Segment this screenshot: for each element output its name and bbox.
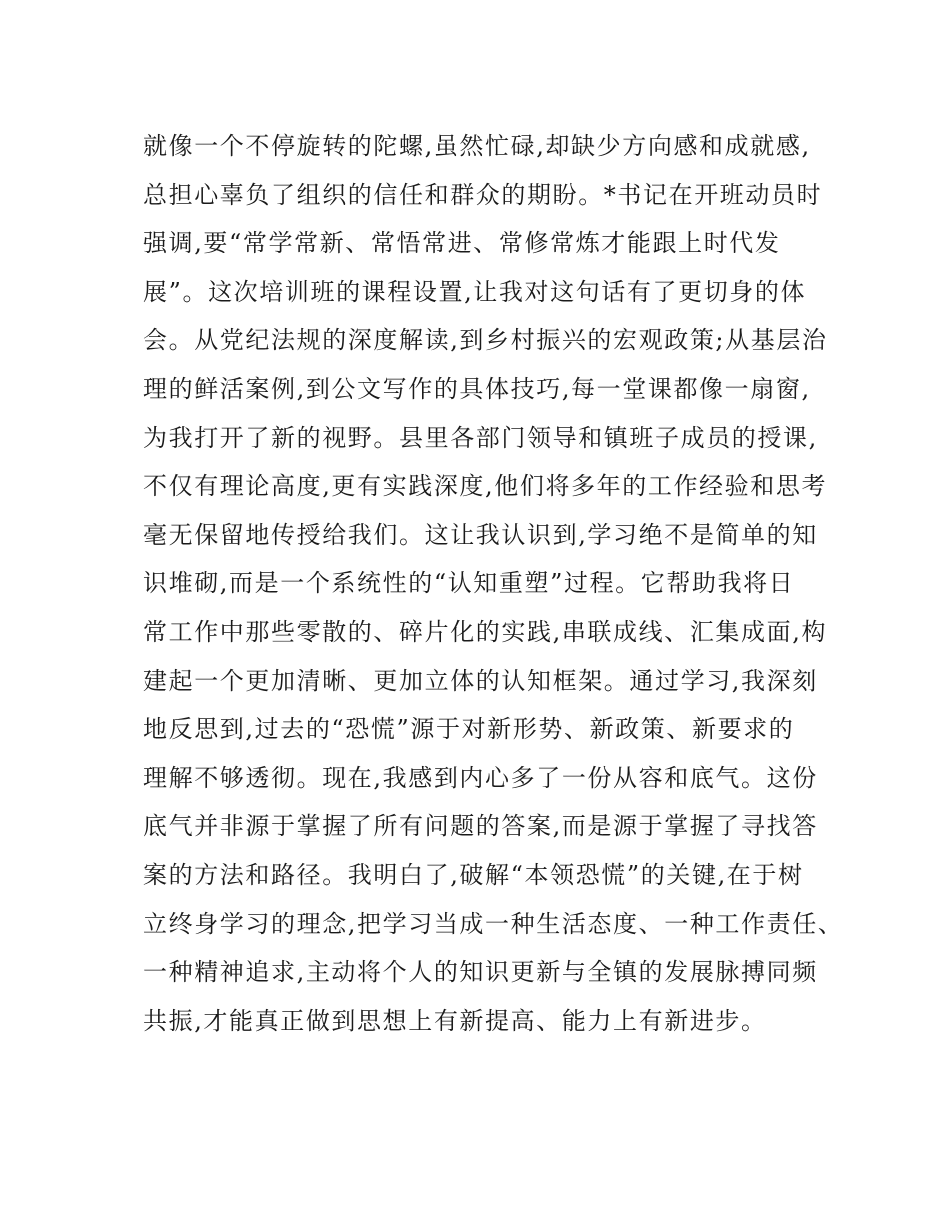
text-line: 展”。这次培训班的课程设置,让我对这句话有了更切身的体 <box>143 277 807 306</box>
text-line: 案的方法和路径。我明白了,破解“本领恐慌”的关键,在于树 <box>143 860 804 889</box>
text-line: 常工作中那些零散的、碎片化的实践,串联成线、汇集成面,构 <box>143 617 828 646</box>
text-line: 理解不够透彻。现在,我感到内心多了一份从容和底气。这份 <box>143 763 818 792</box>
text-line: 一种精神追求,主动将个人的知识更新与全镇的发展脉搏同频 <box>143 958 818 987</box>
text-line: 毫无保留地传授给我们。这让我认识到,学习绝不是简单的知 <box>143 520 818 549</box>
text-line: 总担心辜负了组织的信任和群众的期盼。*书记在开班动员时 <box>143 180 823 209</box>
text-line: 立终身学习的理念,把学习当成一种生活态度、一种工作责任、 <box>143 909 844 938</box>
text-line: 识堆砌,而是一个系统性的“认知重塑”过程。它帮助我将日 <box>143 569 795 598</box>
text-line: 不仅有理论高度,更有实践深度,他们将多年的工作经验和思考 <box>143 472 828 501</box>
text-line: 地反思到,过去的“恐慌”源于对新形势、新政策、新要求的 <box>143 715 795 744</box>
text-line: 会。从党纪法规的深度解读,到乡村振兴的宏观政策;从基层治 <box>143 326 828 355</box>
text-line: 共振,才能真正做到思想上有新提高、能力上有新进步。 <box>143 1006 767 1035</box>
text-line: 为我打开了新的视野。县里各部门领导和镇班子成员的授课, <box>143 423 818 452</box>
text-line: 建起一个更加清晰、更加立体的认知框架。通过学习,我深刻 <box>143 666 818 695</box>
text-line: 就像一个不停旋转的陀螺,虽然忙碌,却缺少方向感和成就感, <box>143 132 811 160</box>
text-line: 强调,要“常学常新、常悟常进、常修常炼才能跟上时代发 <box>143 229 781 258</box>
text-line: 理的鲜活案例,到公文写作的具体技巧,每一堂课都像一扇窗, <box>143 374 811 403</box>
body-paragraph <box>143 122 844 1045</box>
text-line: 底气并非源于掌握了所有问题的答案,而是源于掌握了寻找答 <box>143 812 818 841</box>
